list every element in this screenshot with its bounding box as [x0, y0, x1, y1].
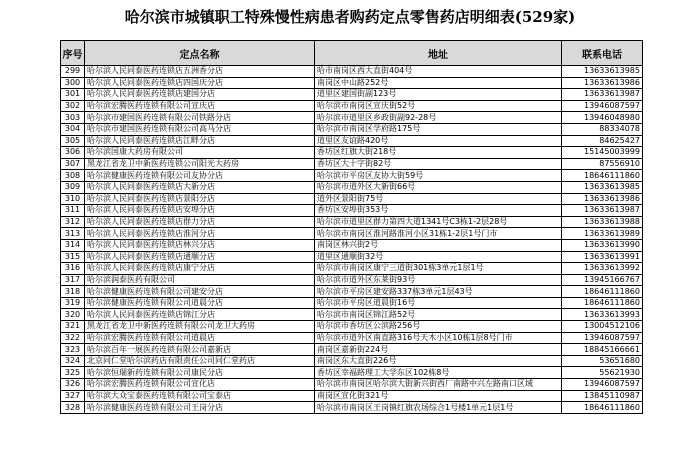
- phone-number: 13004512106: [562, 321, 643, 333]
- row-number: 306: [61, 147, 85, 159]
- row-number: 318: [61, 286, 85, 298]
- phone-number: 13633613985: [562, 66, 643, 78]
- pharmacy-name: 哈尔滨市建国医药连锁有限公司铁路分店: [85, 112, 315, 124]
- table-row: [61, 344, 643, 356]
- pharmacy-address: 哈尔滨市南岗区淮河路淮河小区31栋1-2层1号门市: [315, 228, 562, 240]
- phone-number: 13633613993: [562, 309, 643, 321]
- pharmacy-address: 南岗区宣化街321号: [315, 390, 562, 402]
- table-row: [61, 158, 643, 170]
- table-body: [61, 66, 643, 414]
- pharmacy-address: 哈尔滨市香坊区公滨路256号: [315, 321, 562, 333]
- pharmacy-name: 哈尔滨人民同泰医药连锁店大新分店: [85, 181, 315, 193]
- phone-number: 13633613991: [562, 251, 643, 263]
- row-number: 305: [61, 135, 85, 147]
- row-number: 307: [61, 158, 85, 170]
- pharmacy-address: 哈尔滨市平房区建安路337栋3单元1层43号: [315, 286, 562, 298]
- row-number: 325: [61, 367, 85, 379]
- table-row: [61, 355, 643, 367]
- pharmacy-address: 香坊区红旗大街218号: [315, 147, 562, 159]
- phone-number: 13633613989: [562, 228, 643, 240]
- phone-number: 18646111860: [562, 286, 643, 298]
- row-number: 312: [61, 216, 85, 228]
- row-number: 310: [61, 193, 85, 205]
- pharmacy-name: 哈尔滨健康医药连锁有限公司道晨分店: [85, 297, 315, 309]
- row-number: 323: [61, 344, 85, 356]
- pharmacy-address: 哈尔滨市道外区东莱街93号: [315, 274, 562, 286]
- table-row: [61, 274, 643, 286]
- pharmacy-name: 哈尔滨人民同泰医药连锁店淮河分店: [85, 228, 315, 240]
- phone-number: 18646111860: [562, 402, 643, 414]
- pharmacy-address: 哈尔滨市平房区友协大街59号: [315, 170, 562, 182]
- pharmacy-name: 哈尔滨市建国医药连锁有限公司高马分店: [85, 123, 315, 135]
- row-number: 321: [61, 321, 85, 333]
- table-row: [61, 66, 643, 78]
- row-number: 316: [61, 263, 85, 275]
- row-number: 299: [61, 66, 85, 78]
- phone-number: 13633613986: [562, 193, 643, 205]
- pharmacy-name: 哈尔滨人民同泰医药连锁店五洲香分店: [85, 66, 315, 78]
- pharmacy-name: 哈尔滨恒瑞新药连锁有限公司康民分店: [85, 367, 315, 379]
- table-row: [61, 309, 643, 321]
- pharmacy-name: 哈尔滨健康医药连锁有限公司友协分店: [85, 170, 315, 182]
- header-no: 序号: [61, 41, 85, 66]
- phone-number: 13845110987: [562, 390, 643, 402]
- phone-number: 87556910: [562, 158, 643, 170]
- table-row: [61, 100, 643, 112]
- pharmacy-name: 哈尔滨健康医药连锁有限公司建安分店: [85, 286, 315, 298]
- pharmacy-name: 哈尔滨人民同泰医药连锁店通顺分店: [85, 251, 315, 263]
- pharmacy-name: 哈尔滨润泰医药有限公司: [85, 274, 315, 286]
- table-row: [61, 379, 643, 391]
- pharmacy-name: 哈尔滨人民同泰医药连锁店安埠分店: [85, 205, 315, 217]
- pharmacy-address: 道里区通顺街32号: [315, 251, 562, 263]
- pharmacy-address: 南岗区嘉新街224号: [315, 344, 562, 356]
- phone-number: 13633613992: [562, 263, 643, 275]
- table-row: [61, 228, 643, 240]
- row-number: 320: [61, 309, 85, 321]
- table-row: [61, 89, 643, 101]
- pharmacy-name: 北京同仁堂哈尔滨药店有限责任公司同仁堂药店: [85, 355, 315, 367]
- table-row: [61, 390, 643, 402]
- row-number: 308: [61, 170, 85, 182]
- pharmacy-address: 哈尔滨市南岗区康宁三道街301栋3单元1层1号: [315, 263, 562, 275]
- table-row: [61, 251, 643, 263]
- row-number: 322: [61, 332, 85, 344]
- pharmacy-address: 道里区建国街副123号: [315, 89, 562, 101]
- pharmacy-name: 黑龙江省龙卫中新医药连锁有限公司龙卫大药房: [85, 321, 315, 333]
- pharmacy-table: [60, 40, 643, 414]
- pharmacy-address: 哈尔滨市南岗区哈尔滨大街新兴街西厂南路中兴左路南口区域: [315, 379, 562, 391]
- row-number: 313: [61, 228, 85, 240]
- row-number: 328: [61, 402, 85, 414]
- pharmacy-name: 哈尔滨人民同泰医药连锁店江畔分店: [85, 135, 315, 147]
- pharmacy-address: 哈尔滨市道里区群力第四大道1341号C3栋1-2层28号: [315, 216, 562, 228]
- phone-number: 55621930: [562, 367, 643, 379]
- pharmacy-name: 哈尔滨人民同泰医药连锁店四国庆分店: [85, 77, 315, 89]
- pharmacy-name: 哈尔滨健康医药连锁有限公司王岗分店: [85, 402, 315, 414]
- table-row: [61, 297, 643, 309]
- pharmacy-address: 香坊区幸福路理工大学东区102栋8号: [315, 367, 562, 379]
- pharmacy-name: 哈尔滨人民同泰医药连锁店林兴分店: [85, 239, 315, 251]
- table-row: [61, 332, 643, 344]
- pharmacy-address: 哈尔滨市道里区乡政街副92-28号: [315, 112, 562, 124]
- pharmacy-address: 香坊区安埠街353号: [315, 205, 562, 217]
- phone-number: 13633613987: [562, 89, 643, 101]
- pharmacy-address: 哈尔滨市南岗区锦江路52号: [315, 309, 562, 321]
- phone-number: 88334078: [562, 123, 643, 135]
- row-number: 326: [61, 379, 85, 391]
- row-number: 301: [61, 89, 85, 101]
- pharmacy-address: 哈尔滨市道外区大新街66号: [315, 181, 562, 193]
- table-row: [61, 263, 643, 275]
- phone-number: 13946048980: [562, 112, 643, 124]
- page-title: 哈尔滨市城镇职工特殊慢性病患者购药定点零售药店明细表(529家): [124, 8, 576, 26]
- pharmacy-address: 道里区友谊路420号: [315, 135, 562, 147]
- pharmacy-address: 哈尔滨市道外区南直路316号天木小区10栋1层8号门市: [315, 332, 562, 344]
- pharmacy-address: 哈市南岗区西大直街404号: [315, 66, 562, 78]
- header-name: 定点名称: [85, 41, 315, 66]
- pharmacy-address: 哈尔滨市南岗区学府路175号: [315, 123, 562, 135]
- row-number: 315: [61, 251, 85, 263]
- pharmacy-name: 哈尔滨宏腾医药连锁有限公司宣庆店: [85, 100, 315, 112]
- pharmacy-name: 哈尔滨大众宝泰医药连锁有限公司宝泰店: [85, 390, 315, 402]
- row-number: 314: [61, 239, 85, 251]
- pharmacy-address: 哈尔滨市平房区道晨街16号: [315, 297, 562, 309]
- table-row: [61, 321, 643, 333]
- table-row: [61, 239, 643, 251]
- pharmacy-name: 哈尔滨人民同泰医药连锁店建国分店: [85, 89, 315, 101]
- pharmacy-address: 道外区景阳街75号: [315, 193, 562, 205]
- pharmacy-address: 南岗区林兴街2号: [315, 239, 562, 251]
- row-number: 311: [61, 205, 85, 217]
- phone-number: 13946087597: [562, 379, 643, 391]
- phone-number: 53651680: [562, 355, 643, 367]
- header-phone: 联系电话: [562, 41, 643, 66]
- pharmacy-name: 哈尔滨人民同泰医药连锁店锦江分店: [85, 309, 315, 321]
- table-row: [61, 216, 643, 228]
- pharmacy-name: 哈尔滨人民同泰医药连锁店康宁分店: [85, 263, 315, 275]
- table-row: [61, 123, 643, 135]
- pharmacy-name: 黑龙江省龙卫中新医药连锁公司阳光大药房: [85, 158, 315, 170]
- phone-number: 13633613990: [562, 239, 643, 251]
- phone-number: 13633613986: [562, 77, 643, 89]
- phone-number: 13633613987: [562, 205, 643, 217]
- table-row: [61, 147, 643, 159]
- row-number: 317: [61, 274, 85, 286]
- phone-number: 15145003999: [562, 147, 643, 159]
- row-number: 324: [61, 355, 85, 367]
- table-row: [61, 170, 643, 182]
- table-row: [61, 181, 643, 193]
- pharmacy-name: 哈尔滨国康大药房有限公司: [85, 147, 315, 159]
- row-number: 327: [61, 390, 85, 402]
- pharmacy-name: 哈尔滨宏腾医药连锁有限公司道晨店: [85, 332, 315, 344]
- table-row: [61, 193, 643, 205]
- pharmacy-name: 哈尔滨百年一展医药连锁有限公司嘉新店: [85, 344, 315, 356]
- row-number: 302: [61, 100, 85, 112]
- pharmacy-address: 哈尔滨市南岗区王岗镇红旗农场综合1号楼1单元1层1号: [315, 402, 562, 414]
- table-row: [61, 402, 643, 414]
- row-number: 303: [61, 112, 85, 124]
- pharmacy-address: 哈尔滨市南岗区宣庆街52号: [315, 100, 562, 112]
- table-row: [61, 205, 643, 217]
- row-number: 300: [61, 77, 85, 89]
- phone-number: 18646111860: [562, 170, 643, 182]
- table-row: [61, 112, 643, 124]
- phone-number: 18845166661: [562, 344, 643, 356]
- pharmacy-address: 南岗区东大直街226号: [315, 355, 562, 367]
- table-header-row: [61, 41, 643, 66]
- phone-number: 13946087597: [562, 332, 643, 344]
- table-row: [61, 135, 643, 147]
- phone-number: 18646111860: [562, 297, 643, 309]
- row-number: 309: [61, 181, 85, 193]
- table-row: [61, 77, 643, 89]
- phone-number: 13633613985: [562, 181, 643, 193]
- phone-number: 13633613988: [562, 216, 643, 228]
- pharmacy-address: 南岗区中山路252号: [315, 77, 562, 89]
- pharmacy-address: 香坊区大十字街82号: [315, 158, 562, 170]
- table-row: [61, 286, 643, 298]
- row-number: 319: [61, 297, 85, 309]
- pharmacy-name: 哈尔滨人民同泰医药连锁店景阳分店: [85, 193, 315, 205]
- header-address: 地址: [315, 41, 562, 66]
- phone-number: 13946087597: [562, 100, 643, 112]
- pharmacy-name: 哈尔滨人民同泰医药连锁店群力分店: [85, 216, 315, 228]
- phone-number: 84625427: [562, 135, 643, 147]
- table-row: [61, 367, 643, 379]
- pharmacy-name: 哈尔滨宏腾医药连锁有限公司宣化店: [85, 379, 315, 391]
- phone-number: 13945166767: [562, 274, 643, 286]
- row-number: 304: [61, 123, 85, 135]
